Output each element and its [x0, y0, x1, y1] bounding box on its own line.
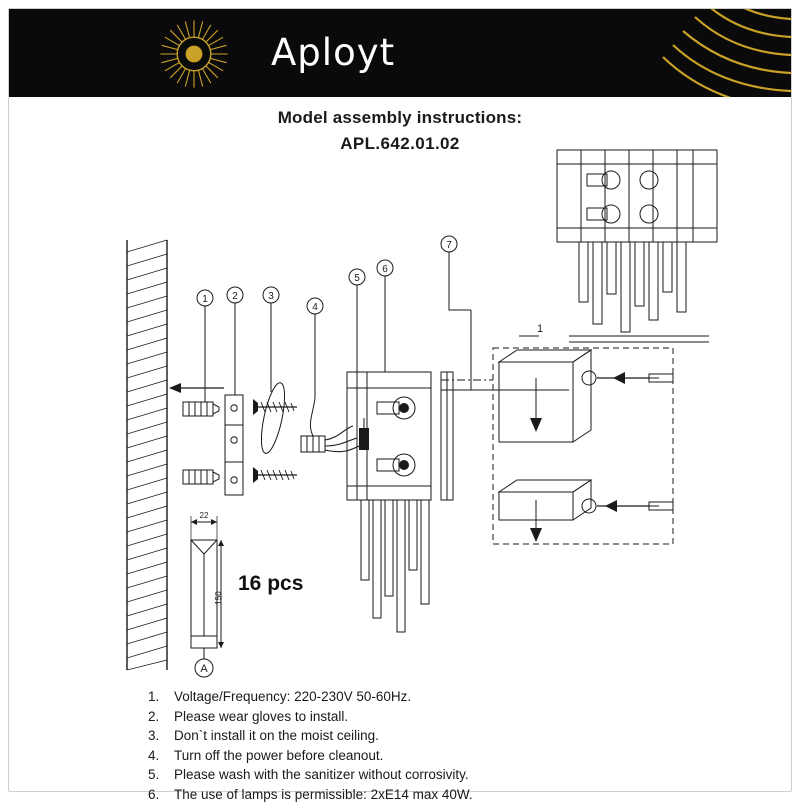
assembled-fixture-view — [557, 150, 717, 342]
wall-arrow — [169, 383, 224, 393]
header-banner — [9, 9, 791, 97]
assembly-diagram — [9, 140, 791, 685]
mounting-bracket — [225, 395, 243, 495]
list-item — [148, 727, 768, 746]
screwdriver-upper — [582, 371, 673, 385]
back-plate — [441, 372, 453, 500]
callout-3-group — [263, 287, 279, 392]
install-detail-box — [441, 323, 673, 544]
note-number: 1. — [148, 689, 160, 704]
wall-plug-upper — [183, 402, 219, 416]
callout-5-label: 5 — [354, 273, 360, 284]
note-number: 2. — [148, 708, 160, 724]
note-text: Please wash with the sanitizer without corrosivity. — [174, 767, 469, 783]
screw-detail-A — [191, 511, 224, 677]
note-text: The use of lamps is permissible: 2xE14 max 40W. — [174, 786, 473, 802]
callout-6-label: 6 — [382, 264, 388, 275]
sunburst-circle-icon — [159, 19, 229, 89]
list-item — [148, 747, 768, 766]
list-item — [148, 708, 768, 727]
notes-list — [148, 688, 768, 806]
callout-7-group — [441, 236, 569, 390]
note-text: Please wear gloves to install. — [174, 708, 349, 724]
list-item — [148, 786, 768, 805]
callout-7-label: 7 — [446, 240, 452, 251]
quantity-label: 16 pcs — [238, 572, 304, 595]
page-title: Model assembly instructions: — [277, 108, 523, 127]
note-number: 5. — [148, 767, 160, 783]
screw-lower — [253, 467, 297, 483]
screwdriver-lower — [582, 499, 673, 513]
list-item — [148, 766, 768, 785]
crystal-rods — [361, 500, 429, 632]
screw-upper — [253, 399, 297, 415]
callout-5-group — [349, 269, 365, 372]
note-number: 6. — [148, 786, 160, 802]
callout-1-group — [197, 290, 213, 402]
note-text: Voltage/Frequency: 220-230V 50-60Hz. — [174, 689, 412, 704]
callout-2-group — [227, 287, 243, 395]
note-text: Turn off the power before cleanout. — [174, 747, 384, 763]
note-number: 3. — [148, 728, 160, 744]
insert-direction-arrow — [530, 378, 542, 542]
wall-hatch — [127, 240, 167, 670]
list-item — [148, 688, 768, 707]
terminal-block — [301, 426, 359, 452]
callout-4-group — [307, 298, 323, 436]
model-number: APL.642.01.02 — [340, 134, 460, 153]
callout-4-label: 4 — [312, 302, 318, 313]
rotation-ellipse — [257, 381, 290, 455]
callout-2-label: 2 — [232, 291, 238, 302]
note-number: 4. — [148, 747, 160, 763]
fixture-base-body — [347, 372, 431, 500]
gold-rays-icon — [491, 9, 791, 97]
callout-1-label: 1 — [202, 294, 208, 305]
wall-plug-lower — [183, 470, 219, 484]
screw-width-dimension: 22 — [199, 511, 209, 520]
note-text: Don`t install it on the moist ceiling. — [174, 728, 379, 744]
callout-6-group — [377, 260, 393, 372]
detail-marker-1: 1 — [537, 323, 544, 335]
screw-length-dimension: 150 — [214, 591, 223, 605]
callout-3-label: 3 — [268, 291, 274, 302]
detail-letter-A: A — [200, 663, 208, 675]
brand-name: Aployt — [271, 31, 396, 74]
